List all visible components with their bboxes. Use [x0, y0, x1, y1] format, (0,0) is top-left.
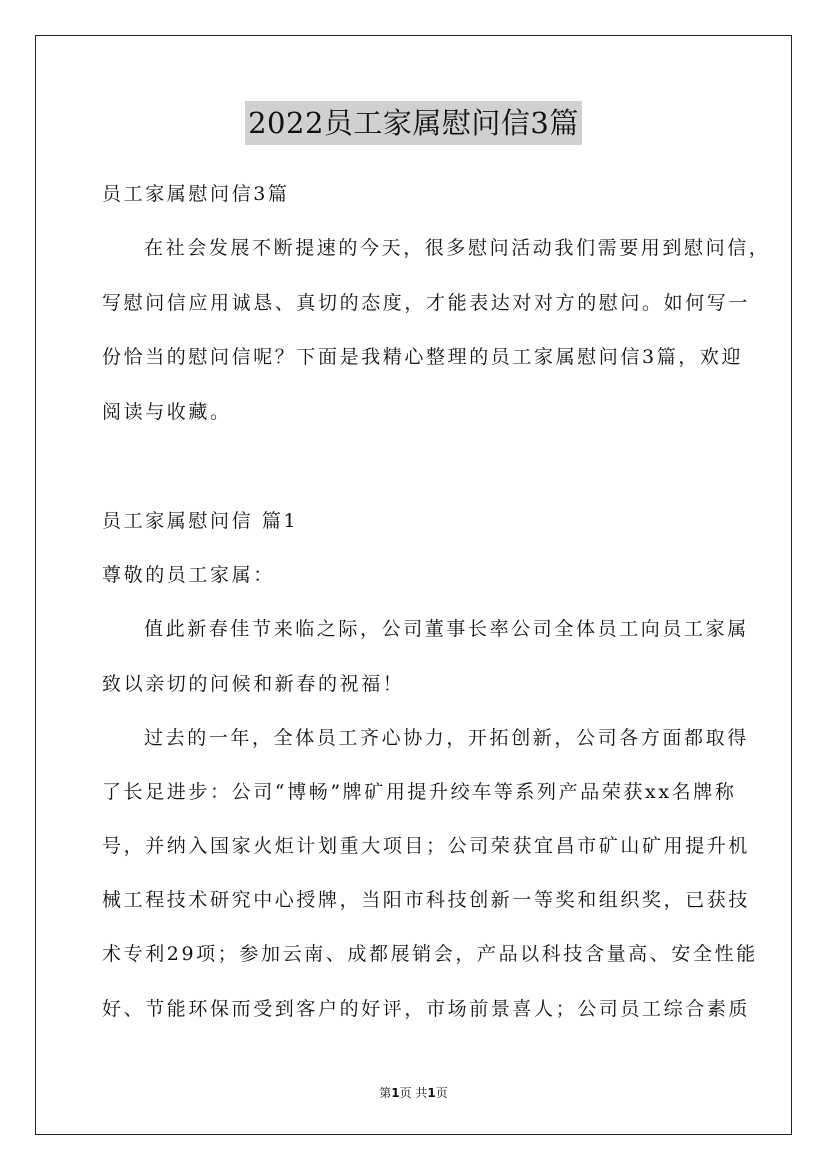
paragraph2-line-2: 了长足进步：公司“博畅”牌矿用提升绞车等系列产品荣获xx名牌称 [102, 781, 737, 803]
paragraph2-line-1: 过去的一年，全体员工齐心协力，开拓创新，公司各方面都取得 [144, 727, 749, 749]
paragraph2-line-3: 号，并纳入国家火炬计划重大项目；公司荣获宜昌市矿山矿用提升机 [102, 835, 751, 857]
page-footer [0, 1085, 827, 1101]
intro-line-3: 份恰当的慰问信呢？下面是我精心整理的员工家属慰问信3篇，欢迎 [102, 346, 744, 368]
footer-suffix: 页 [435, 1086, 448, 1100]
intro-line-2: 写慰问信应用诚恳、真切的态度，才能表达对对方的慰问。如何写一 [102, 292, 751, 314]
paragraph2-line-6: 好、节能环保而受到客户的好评，市场前景喜人；公司员工综合素质 [102, 998, 751, 1020]
paragraph1-line-1: 值此新春佳节来临之际，公司董事长率公司全体员工向员工家属 [144, 618, 749, 640]
footer-total-pages: 1 [427, 1086, 436, 1100]
intro-line-1: 在社会发展不断提速的今天，很多慰问活动我们需要用到慰问信， [144, 237, 771, 259]
document-title-text: 2022员工家属慰问信3篇 [245, 101, 582, 145]
footer-page-number: 1 [391, 1086, 400, 1100]
paragraph1-line-2: 致以亲切的问候和新春的祝福！ [102, 673, 405, 695]
paragraph2-line-4: 械工程技术研究中心授牌，当阳市科技创新一等奖和组织奖，已获技 [102, 889, 751, 911]
footer-mid: 页 共 [399, 1086, 428, 1100]
document-subtitle: 员工家属慰问信3篇 [102, 183, 290, 205]
salutation: 尊敬的员工家属： [102, 564, 275, 586]
paragraph2-line-5: 术专利29项；参加云南、成都展销会，产品以科技含量高、安全性能 [102, 943, 758, 965]
section-heading: 员工家属慰问信 篇1 [102, 510, 299, 532]
footer-prefix: 第 [379, 1086, 392, 1100]
document-title [0, 101, 827, 145]
intro-line-4: 阅读与收藏。 [102, 401, 232, 423]
